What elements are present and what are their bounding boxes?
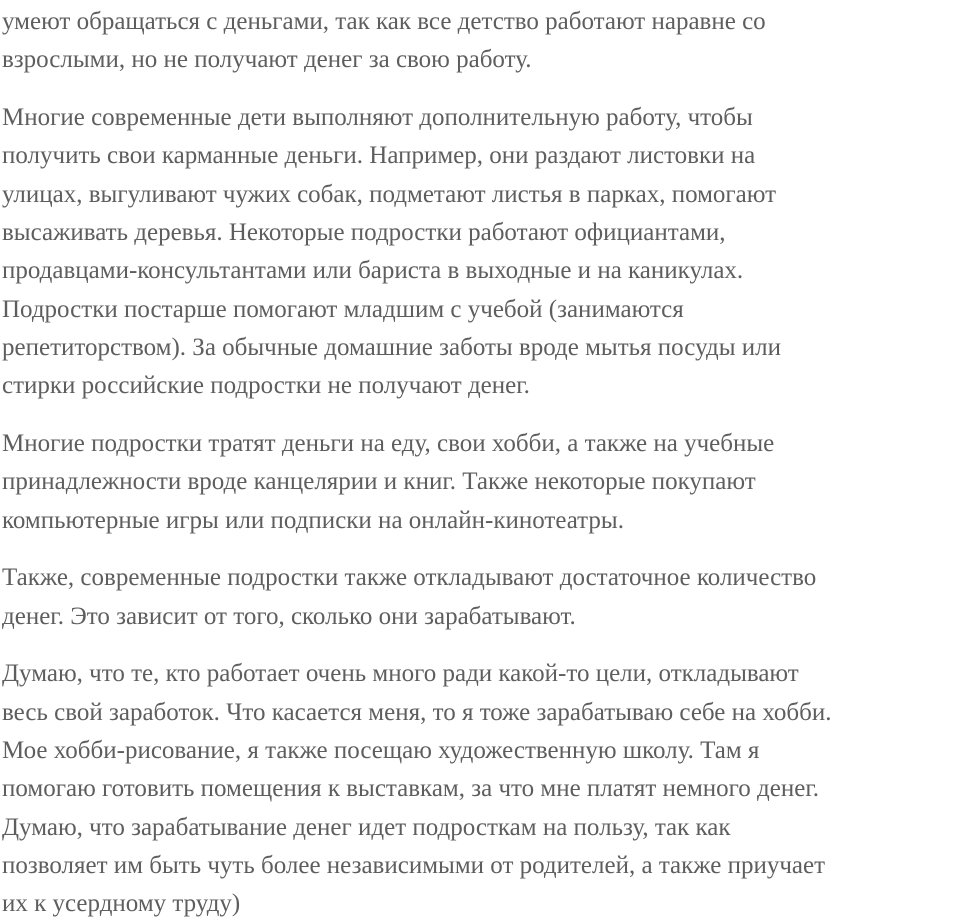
text-line: Думаю, что зарабатывание денег идет подросткам на пользу, так как bbox=[2, 813, 731, 841]
text-line: Также, современные подростки также откладывают достаточное количество bbox=[2, 564, 817, 592]
text-line: Многие подростки тратят деньги на еду, свои хобби, а также на учебные bbox=[2, 429, 775, 457]
paragraph-2 bbox=[2, 99, 960, 405]
text-line: улицах, выгуливают чужих собак, подметают листья в парках, помогают bbox=[2, 180, 777, 208]
paragraph-3 bbox=[2, 425, 960, 540]
text-line: принадлежности вроде канцелярии и книг. Также некоторые покупают bbox=[2, 468, 756, 496]
text-line: высаживать деревья. Некоторые подростки работают официантами, bbox=[2, 218, 726, 246]
text-line: репетиторством). За обычные домашние заботы вроде мытья посуды или bbox=[2, 333, 781, 361]
paragraph-5 bbox=[2, 655, 960, 923]
paragraph-4 bbox=[2, 559, 960, 636]
text-line: денег. Это зависит от того, сколько они зарабатывают. bbox=[2, 602, 576, 630]
text-line: весь свой заработок. Что касается меня, то я тоже зарабатываю себе на хобби. bbox=[2, 698, 832, 726]
text-line: Мое хобби-рисование, я также посещаю художественную школу. Там я bbox=[2, 737, 760, 765]
text-line: умеют обращаться с деньгами, так как все детство работают наравне со bbox=[2, 8, 766, 35]
text-line: стирки российские подростки не получают денег. bbox=[2, 372, 530, 400]
text-line: позволяет им быть чуть более независимыми от родителей, а также приучает bbox=[2, 851, 826, 879]
text-line: помогаю готовить помещения к выставкам, за что мне платят немного денег. bbox=[2, 775, 820, 803]
text-line: получить свои карманные деньги. Например, они раздают листовки на bbox=[2, 142, 756, 170]
text-line: их к усердному труду) bbox=[2, 890, 241, 918]
text-line: Многие современные дети выполняют дополнительную работу, чтобы bbox=[2, 104, 753, 132]
text-line: компьютерные игры или подписки на онлайн-кинотеатры. bbox=[2, 506, 624, 534]
text-line: продавцами-консультантами или бариста в выходные и на каникулах. bbox=[2, 257, 744, 285]
text-line: Подростки постарше помогают младшим с учебой (занимаются bbox=[2, 295, 684, 323]
paragraph-1 bbox=[2, 3, 960, 80]
text-line: Думаю, что те, кто работает очень много ради какой-то цели, откладывают bbox=[2, 660, 799, 688]
text-line: взрослыми, но не получают денег за свою работу. bbox=[2, 46, 532, 74]
